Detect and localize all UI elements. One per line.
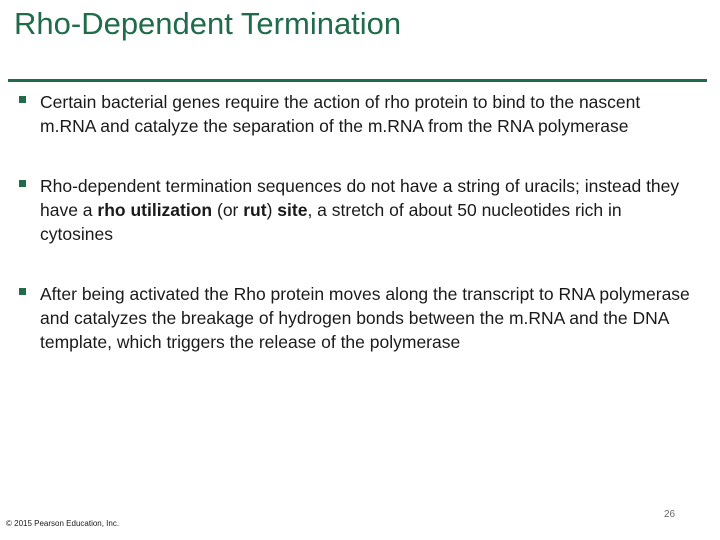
square-bullet-icon xyxy=(19,288,26,295)
bullet-text-1: Certain bacterial genes require the action of rho protein to bind to the nascent m.RNA and catalyze the separation of the m.RNA from the RNA polymerase xyxy=(40,92,641,136)
bullet-item-1 xyxy=(19,90,699,138)
title-divider xyxy=(8,79,707,82)
term-site: site xyxy=(277,200,308,220)
square-bullet-icon xyxy=(19,180,26,187)
bullet-text-2d: , a stretch of about 50 nucleotides rich in cytosines xyxy=(40,200,622,244)
page-number: 26 xyxy=(664,509,676,520)
bullet-list xyxy=(19,90,699,354)
term-rut: rut xyxy=(243,200,267,220)
copyright-notice: © 2015 Pearson Education, Inc. xyxy=(6,519,120,528)
slide-title: Rho-Dependent Termination xyxy=(14,6,402,41)
term-rho-utilization: rho utilization xyxy=(97,200,213,220)
bullet-item-2 xyxy=(19,174,699,246)
bullet-text-2b: (or xyxy=(212,200,244,220)
bullet-text-2a: Rho-dependent termination sequences do not have a string of uracils; instead they have a xyxy=(40,176,680,220)
square-bullet-icon xyxy=(19,96,26,103)
bullet-item-3 xyxy=(19,282,699,354)
bullet-text-3: After being activated the Rho protein moves along the transcript to RNA polymerase and catalyzes the breakage of hydrogen bonds between the m.RNA and the DNA template, which triggers the release of the polymerase xyxy=(40,284,690,352)
bullet-text-2c: ) xyxy=(266,200,278,220)
